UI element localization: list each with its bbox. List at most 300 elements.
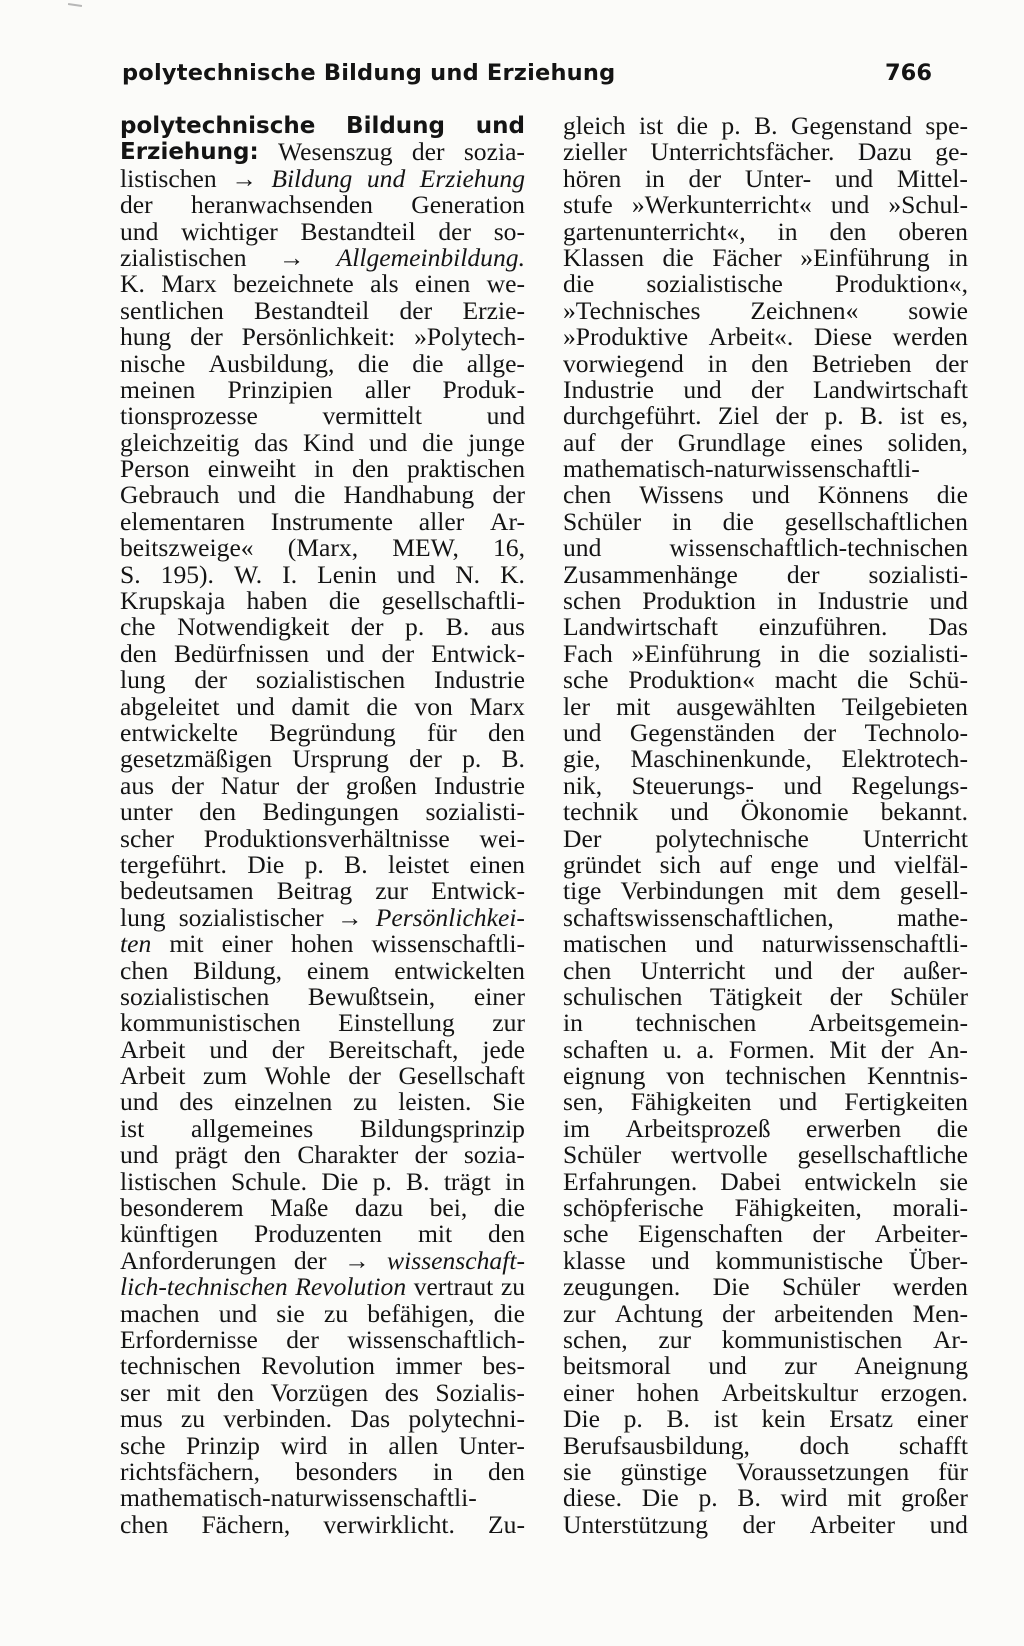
text-line <box>120 374 525 404</box>
text-line <box>563 374 968 404</box>
word: Anforderungen <box>120 1245 277 1275</box>
word: ist <box>713 1404 738 1434</box>
word: B. <box>666 1404 690 1434</box>
word: nik, <box>563 770 603 800</box>
text-line <box>563 403 968 429</box>
text-line <box>120 981 525 1011</box>
word: Voraussetzungen <box>736 1456 910 1486</box>
word: Begründung <box>269 717 396 747</box>
word: die <box>676 111 708 140</box>
word: haben <box>246 586 308 616</box>
word: B. <box>754 111 778 140</box>
word: befähigen, <box>367 1298 475 1328</box>
word: den <box>120 638 157 668</box>
word: lich-technischen <box>120 1272 288 1302</box>
word: aus <box>490 612 525 642</box>
word: aus <box>120 770 155 800</box>
word: → <box>278 242 305 272</box>
word: und <box>120 216 159 246</box>
text-line <box>120 849 525 879</box>
word: und <box>366 163 406 193</box>
word: Prinzipien <box>227 374 333 404</box>
word: heranwachsenden <box>191 190 373 220</box>
word: vielfäl- <box>894 849 968 879</box>
text-line <box>120 535 525 561</box>
word: Bildung <box>346 113 446 139</box>
word: beitszweige« <box>120 533 254 563</box>
word: schafft <box>898 1430 968 1460</box>
text-line <box>563 1010 968 1036</box>
word: die <box>818 638 850 668</box>
word: zu <box>500 1272 525 1302</box>
word: p. <box>623 1404 643 1434</box>
word: sen, <box>563 1087 604 1117</box>
word: Produzenten <box>254 1219 382 1249</box>
word: der <box>350 612 384 642</box>
word: der <box>190 322 223 352</box>
word: sche <box>120 1430 166 1460</box>
word: spe- <box>925 111 968 140</box>
word: Produktion«, <box>835 269 968 299</box>
text-line <box>563 1113 968 1143</box>
word: schen <box>563 586 622 616</box>
word: Industrie <box>434 665 525 695</box>
word: schulischen <box>563 981 683 1011</box>
word: Schüler <box>889 981 968 1011</box>
text-line <box>120 1245 525 1275</box>
word: schen, <box>563 1324 628 1354</box>
word: polytechnische <box>655 823 809 853</box>
word: S. <box>120 559 141 589</box>
word: einer <box>473 981 525 1011</box>
word: des <box>384 1377 419 1407</box>
word: Person <box>120 454 190 484</box>
text-line <box>120 1221 525 1247</box>
word: der <box>411 137 445 167</box>
word: und <box>120 1140 159 1170</box>
word: und <box>475 113 525 139</box>
word: immer <box>395 1351 463 1381</box>
word: sozialistischen <box>255 665 406 695</box>
word: Generation <box>411 190 525 220</box>
word: den <box>243 1140 281 1170</box>
word: Erfordernisse <box>120 1324 258 1354</box>
text-line <box>563 981 968 1011</box>
word: bezeichnete <box>232 269 354 299</box>
word: Zu- <box>488 1509 525 1539</box>
text-line <box>120 931 525 957</box>
text-line <box>120 799 525 825</box>
word: p. <box>405 612 425 642</box>
word: und <box>708 1351 747 1381</box>
word: soliden, <box>887 427 968 457</box>
word: sozia- <box>463 137 525 167</box>
word: Beitrag <box>276 876 353 906</box>
word: und <box>209 1034 248 1064</box>
word: Arbeit <box>120 1061 186 1091</box>
word: klasse <box>563 1245 626 1275</box>
text-line <box>120 1406 525 1432</box>
word: matischen <box>563 929 667 959</box>
word: allge- <box>466 348 525 378</box>
word: vertraut <box>413 1272 494 1302</box>
word: Fähigkeiten <box>630 1087 752 1117</box>
word: Ar- <box>932 1324 968 1354</box>
word: Revolution <box>261 1351 375 1381</box>
word: entwickelte <box>120 717 238 747</box>
word: arbeitenden <box>774 1298 894 1328</box>
word: kein <box>761 1404 806 1434</box>
word: sche <box>563 665 609 695</box>
word: Fach <box>563 638 613 668</box>
word: und <box>834 163 874 193</box>
word: und <box>783 770 822 800</box>
word: zieller <box>563 137 627 167</box>
text-line <box>120 192 525 218</box>
word: den <box>488 1219 525 1249</box>
word: Die <box>641 1483 679 1513</box>
word: werden <box>892 1272 968 1302</box>
word: in <box>779 638 800 668</box>
word: eignung <box>563 1061 646 1091</box>
word: ge- <box>935 137 968 167</box>
word: hohen <box>290 929 354 959</box>
word: zur <box>784 1351 817 1381</box>
text-line <box>120 139 525 165</box>
word: der <box>751 374 784 404</box>
word: mus <box>120 1404 163 1434</box>
word: einen <box>414 269 471 299</box>
text-line <box>563 902 968 932</box>
word: Mit <box>829 1034 867 1064</box>
word: lung <box>120 665 166 695</box>
word: im <box>563 1113 591 1143</box>
word: mathematisch-naturwissenschaftli- <box>563 454 920 484</box>
word: Bildungsprinzip <box>360 1113 525 1143</box>
word: zum <box>202 1061 247 1091</box>
word: diese. <box>563 1483 622 1513</box>
word: Persönlichkei- <box>375 902 525 932</box>
word: Krupskaja <box>120 586 226 616</box>
word: Teilgebieten <box>841 691 968 721</box>
word: K. <box>500 559 525 589</box>
word: Gegenstand <box>791 111 912 140</box>
word: Allgemeinbildung. <box>336 242 525 272</box>
word: Achtung <box>614 1298 703 1328</box>
word: die <box>493 1298 525 1328</box>
word: der <box>414 1140 448 1170</box>
word: und <box>236 691 275 721</box>
word: sozialistischer <box>178 902 324 932</box>
word: »Einführung <box>631 638 761 668</box>
word: den <box>217 1377 255 1407</box>
word: wertvolle <box>670 1140 768 1170</box>
word: elementaren <box>120 506 246 536</box>
word: p. <box>462 744 482 774</box>
text-line <box>120 1166 525 1196</box>
word: machen <box>120 1298 200 1328</box>
text-line <box>563 955 968 985</box>
text-line <box>120 1063 525 1089</box>
word: die <box>422 427 454 457</box>
word: außer- <box>903 955 968 985</box>
text-line <box>120 823 525 853</box>
word: der <box>293 1245 327 1275</box>
word: unter <box>120 797 173 827</box>
text-line <box>120 902 525 932</box>
word: und <box>683 374 722 404</box>
text-line <box>563 482 968 508</box>
word: aller <box>364 374 411 404</box>
left-text-column <box>120 113 525 1538</box>
word: und <box>237 480 276 510</box>
word: B. <box>344 849 368 879</box>
word: den <box>199 797 237 827</box>
word: Schüler <box>563 506 642 536</box>
word: B. <box>406 1166 430 1196</box>
word: zu <box>323 1298 349 1328</box>
word: »Produktive <box>563 322 689 352</box>
word: und <box>486 401 525 431</box>
word: und <box>563 533 602 563</box>
word: dem <box>836 876 881 906</box>
word: Formen. <box>728 1034 815 1064</box>
word: Schüler <box>782 1272 861 1302</box>
word: günstige <box>620 1456 708 1486</box>
word: hohen <box>636 1377 700 1407</box>
word: der <box>841 955 875 985</box>
text-line <box>563 878 968 904</box>
word: technischen <box>120 1351 241 1381</box>
word: der <box>880 1034 914 1064</box>
word: kommunistische <box>715 1245 884 1275</box>
word: »Schul- <box>888 190 968 220</box>
word: ten <box>120 929 152 959</box>
text-line <box>120 588 525 614</box>
word: einem <box>306 955 370 985</box>
word: listischen <box>120 163 217 193</box>
text-line <box>120 1298 525 1328</box>
text-line <box>120 638 525 668</box>
word: der <box>296 770 329 800</box>
word: in <box>432 1456 453 1486</box>
word: Könnens <box>817 480 909 510</box>
word: zur <box>492 1008 525 1038</box>
word: wissenschaftli- <box>371 929 525 959</box>
text-line <box>120 403 525 429</box>
text-line <box>120 295 525 325</box>
text-line <box>120 1485 525 1511</box>
word: meinen <box>120 374 196 404</box>
word: An- <box>928 1034 968 1064</box>
word: entwickelten <box>394 955 525 985</box>
word: für <box>426 717 457 747</box>
word: und <box>830 190 870 220</box>
word: p. <box>304 849 324 879</box>
text-line <box>563 849 968 879</box>
word: Einstellung <box>338 1008 455 1038</box>
word: einer <box>221 929 273 959</box>
word: Persönlichkeit: <box>241 322 396 352</box>
word: gesellschaftliche <box>797 1140 968 1170</box>
text-line <box>563 717 968 747</box>
text-line <box>120 614 525 640</box>
text-line <box>120 717 525 747</box>
text-line <box>120 1274 525 1300</box>
word: vorwiegend <box>563 348 684 378</box>
word: ist <box>639 111 664 140</box>
word: der <box>438 216 471 246</box>
word: die <box>857 665 889 695</box>
word: den <box>751 348 789 378</box>
word: der <box>803 717 837 747</box>
text-line <box>563 667 968 693</box>
word: chen <box>120 955 169 985</box>
word: aller <box>418 506 465 536</box>
word: hung <box>120 322 172 352</box>
word: Die <box>563 1404 600 1434</box>
word: der <box>829 981 863 1011</box>
text-line <box>563 823 968 853</box>
word: großen <box>345 770 417 800</box>
word: Die <box>247 849 285 879</box>
text-line <box>120 271 525 297</box>
word: sozialistische <box>646 269 783 299</box>
word: das <box>254 427 289 457</box>
word: Bedingungen <box>262 797 399 827</box>
word: der <box>348 1061 381 1091</box>
text-line <box>120 506 525 536</box>
word: richtsfächern, <box>120 1456 260 1486</box>
word: von <box>666 1061 705 1091</box>
word: Prinzip <box>186 1430 260 1460</box>
text-line <box>563 456 968 482</box>
word: »Polytech- <box>414 322 525 352</box>
word: Erziehung <box>419 163 525 193</box>
word: des <box>179 1087 214 1117</box>
word: bedeutsamen <box>120 876 254 906</box>
text-line <box>120 482 525 508</box>
word: we- <box>486 269 525 299</box>
word: die <box>328 586 361 616</box>
text-line <box>120 1456 525 1486</box>
word: Maschinenkunde, <box>630 744 812 774</box>
word: Ursprung <box>292 744 389 774</box>
word: in <box>671 506 692 536</box>
word: zu <box>353 1087 378 1117</box>
word: Produk- <box>442 374 525 404</box>
word: und <box>774 955 813 985</box>
word: in <box>948 242 968 272</box>
word: Betrieben <box>812 348 912 378</box>
word: 16, <box>493 533 525 563</box>
word: in <box>347 1430 368 1460</box>
word: Revolution <box>295 1272 407 1302</box>
text-line <box>563 113 968 139</box>
text-line <box>563 1377 968 1407</box>
word: Ersatz <box>829 1404 894 1434</box>
word: Tätigkeit <box>709 981 803 1011</box>
word: ausgewählten <box>676 691 816 721</box>
word: B. <box>737 1483 761 1513</box>
word: doch <box>799 1430 850 1460</box>
word: Arbeiter- <box>874 1219 968 1249</box>
text-line <box>120 216 525 246</box>
word: Produktionsverhältnisse <box>203 823 450 853</box>
word: Sozialis- <box>435 1377 525 1407</box>
text-line <box>563 614 968 640</box>
word: als <box>370 269 399 299</box>
word: schöpferische <box>563 1193 704 1223</box>
word: gesellschaftlichen <box>784 506 968 536</box>
word: den <box>351 454 389 484</box>
text-line <box>563 1430 968 1460</box>
text-line <box>120 456 525 482</box>
word: einer <box>563 1377 615 1407</box>
word: Schüler <box>563 1140 642 1170</box>
word: Landwirtschaft <box>563 612 718 642</box>
word: mathematisch-naturwissenschaftli- <box>120 1483 477 1513</box>
word: allgemeines <box>191 1113 314 1143</box>
text-line <box>563 1324 968 1354</box>
word: sozia- <box>463 1140 525 1170</box>
text-line <box>120 1113 525 1143</box>
text-line <box>120 1509 525 1539</box>
word: Landwirtschaft <box>813 374 968 404</box>
text-line <box>120 113 525 139</box>
word: damit <box>291 691 350 721</box>
word: verbinden. <box>223 1404 333 1434</box>
word: N. <box>455 559 481 589</box>
text-line <box>120 1089 525 1115</box>
word: und <box>651 1245 690 1275</box>
word: zialistischen <box>120 242 247 272</box>
word: Wesenszug <box>278 137 393 167</box>
word: den <box>488 1456 525 1486</box>
word: Entwick- <box>431 876 525 906</box>
word: Erzie- <box>462 295 525 325</box>
word: und <box>396 559 436 589</box>
word: der <box>935 348 968 378</box>
word: auf <box>719 849 753 879</box>
word: einweiht <box>207 454 296 484</box>
word: sich <box>659 849 701 879</box>
word: sozialisti- <box>868 638 968 668</box>
word: wei- <box>479 823 525 853</box>
word: Unter- <box>744 163 812 193</box>
word: Lenin <box>317 559 377 589</box>
word: die <box>563 269 595 299</box>
word: großer <box>901 1483 968 1513</box>
text-line <box>563 1089 968 1115</box>
page-number: 766 <box>885 60 932 86</box>
word: a. <box>696 1034 715 1064</box>
word: wissenschaftlich-technischen <box>669 533 968 563</box>
word: Arbeitsgemein- <box>808 1008 968 1038</box>
word: sie <box>563 1456 592 1486</box>
word: Handhabung <box>343 480 475 510</box>
text-line <box>563 1221 968 1247</box>
word: chen <box>563 480 612 510</box>
word: in <box>313 454 334 484</box>
word: Men- <box>912 1298 968 1328</box>
word: schaften <box>563 1034 649 1064</box>
word: wird <box>280 1430 328 1460</box>
word: der <box>722 1298 755 1328</box>
word: in <box>707 348 728 378</box>
word: Ar- <box>489 506 525 536</box>
word: Erziehung: <box>120 139 259 166</box>
